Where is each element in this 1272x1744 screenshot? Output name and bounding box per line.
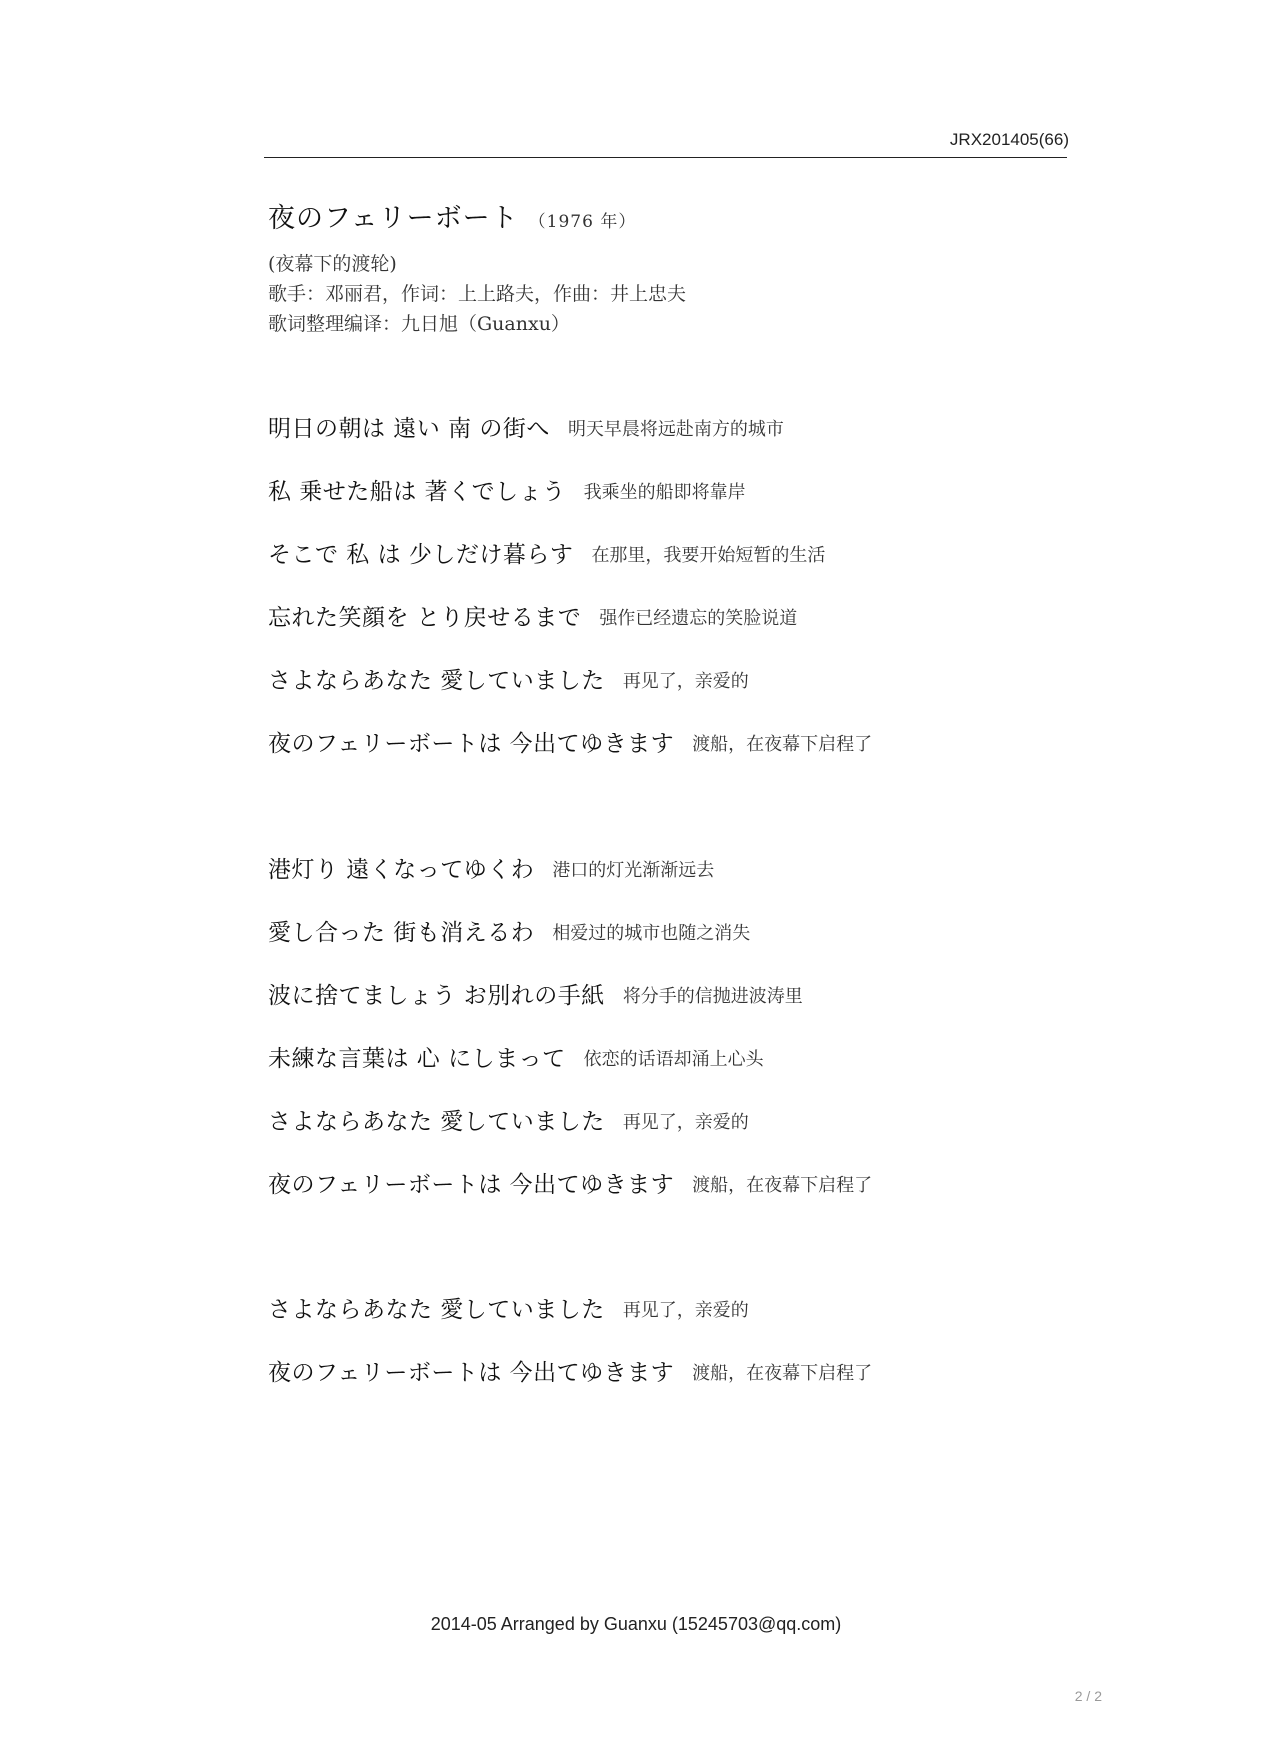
lyric-line — [268, 380, 1028, 443]
lyric-cn: 再见了，亲爱的 — [622, 671, 749, 692]
lyric-line — [268, 947, 1028, 1010]
lyric-line — [268, 1073, 1028, 1136]
lyrics — [268, 380, 1028, 1387]
lyric-line — [268, 506, 1028, 569]
lyric-line — [268, 1136, 1028, 1199]
document-code: JRX201405(66) — [949, 130, 1069, 149]
lyric-line — [268, 632, 1028, 695]
lyric-jp: 波に捨てましょう お別れの手紙 — [268, 983, 605, 1009]
lyric-line — [268, 884, 1028, 947]
lyric-cn: 渡船，在夜幕下启程了 — [692, 1363, 873, 1384]
lyric-line — [268, 1010, 1028, 1073]
header-divider — [264, 157, 1067, 158]
lyric-jp: 愛し合った 街も消えるわ — [268, 920, 535, 946]
lyric-line — [268, 569, 1028, 632]
lyric-line — [268, 1324, 1028, 1387]
lyric-cn: 将分手的信抛进波涛里 — [622, 986, 803, 1007]
lyric-cn: 明天早晨将远赴南方的城市 — [567, 419, 784, 440]
song-title — [268, 196, 686, 235]
lyric-jp: そこで 私 は 少しだけ暮らす — [268, 542, 574, 568]
lyric-line — [268, 821, 1028, 884]
lyric-cn: 强作已经遗忘的笑脸说道 — [599, 608, 798, 629]
lyric-jp: 夜のフェリーボートは 今出てゆきます — [268, 731, 675, 757]
lyric-jp: 港灯り 遠くなってゆくわ — [268, 857, 535, 883]
lyric-cn: 我乘坐的船即将靠岸 — [583, 482, 746, 503]
lyric-cn: 港口的灯光渐渐远去 — [552, 860, 715, 881]
lyric-cn: 渡船，在夜幕下启程了 — [692, 1175, 873, 1196]
lyric-cn: 在那里，我要开始短暂的生活 — [591, 545, 826, 566]
lyric-jp: 夜のフェリーボートは 今出てゆきます — [268, 1360, 675, 1386]
lyric-cn: 再见了，亲爱的 — [622, 1112, 749, 1133]
lyric-jp: 未練な言葉は 心 にしまって — [268, 1046, 566, 1072]
lyric-cn: 再见了，亲爱的 — [622, 1300, 749, 1321]
lyric-line — [268, 695, 1028, 758]
lyric-jp: 忘れた笑顔を とり戻せるまで — [268, 605, 582, 631]
lyric-jp: 夜のフェリーボートは 今出てゆきます — [268, 1172, 675, 1198]
title-block — [268, 196, 686, 339]
lyric-jp: 私 乗せた船は 著くでしょう — [268, 479, 566, 505]
page-number: 2 / 2 — [1074, 1688, 1102, 1704]
song-credits: 歌手：邓丽君，作词：上上路夫，作曲：井上忠夫 — [268, 283, 687, 305]
lyric-jp: さよならあなた 愛していました — [268, 1297, 605, 1323]
song-subtitle: (夜幕下的渡轮) — [268, 253, 397, 275]
lyric-cn: 依恋的话语却涌上心头 — [583, 1049, 764, 1070]
song-arranger: 歌词整理编译：九日旭（Guanxu） — [268, 313, 570, 335]
song-title-text: 夜のフェリーボート — [268, 203, 519, 234]
lyric-cn: 渡船，在夜幕下启程了 — [692, 734, 873, 755]
lyric-line — [268, 443, 1028, 506]
lyric-jp: さよならあなた 愛していました — [268, 1109, 605, 1135]
lyric-jp: 明日の朝は 遠い 南 の街へ — [268, 416, 550, 442]
lyric-jp: さよならあなた 愛していました — [268, 668, 605, 694]
footer-credit: 2014-05 Arranged by Guanxu (15245703@qq.com) — [430, 1614, 842, 1634]
song-year: （1976 年） — [528, 212, 637, 232]
lyric-line — [268, 1261, 1028, 1324]
song-meta — [268, 249, 686, 339]
lyric-cn: 相爱过的城市也随之消失 — [552, 923, 751, 944]
